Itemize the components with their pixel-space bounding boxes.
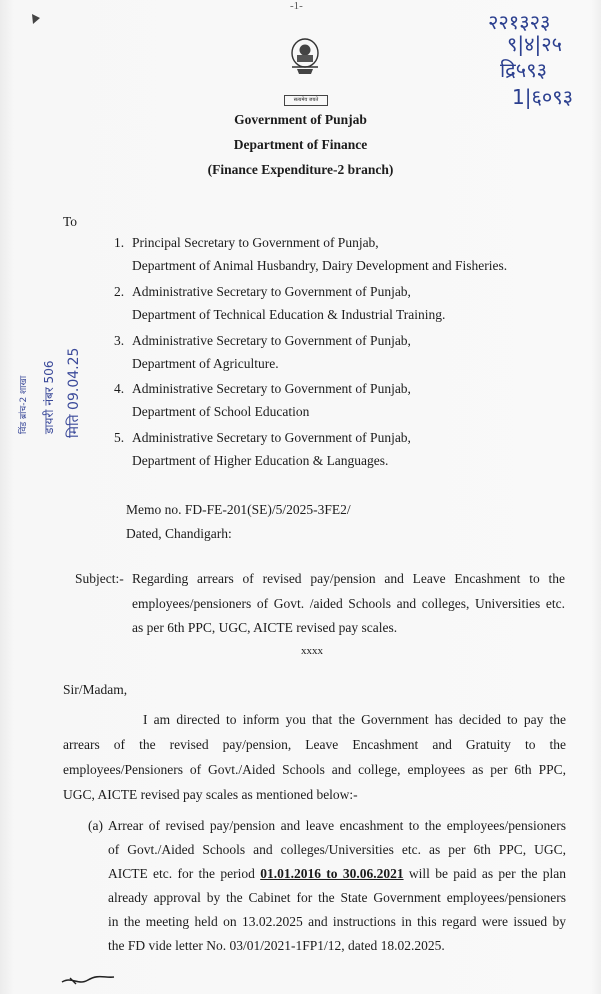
handwritten-note-4: 1|६०९३	[512, 85, 574, 109]
handwritten-note-1: २२१३२३	[488, 10, 551, 34]
recipient-title: Administrative Secretary to Government of Punjab,	[132, 430, 411, 445]
recipient-title: Administrative Secretary to Government of Punjab,	[132, 333, 411, 348]
recipient-department: Department of Animal Husbandry, Dairy Development and Fisheries.	[132, 258, 508, 273]
separator-mark: xxxx	[301, 645, 323, 657]
recipient-department: Department of School Education	[132, 404, 310, 419]
stamp-date: मिति 09.04.25	[66, 347, 82, 438]
state-emblem-icon	[282, 35, 328, 107]
item-a-line: of Govt./Aided Schools and colleges/Universities etc. as per 6th PPC, UGC,	[108, 842, 566, 857]
recipient-number: 3.	[114, 333, 125, 348]
recipient-department: Department of Agriculture.	[132, 356, 279, 371]
recipient-number: 4.	[114, 381, 125, 396]
recipient-title: Administrative Secretary to Government of Punjab,	[132, 284, 411, 299]
item-a-line: in the meeting held on 13.02.2025 and instructions in this regard were issued by	[108, 914, 566, 929]
initials-scribble-icon	[58, 972, 118, 988]
subject-line: as per 6th PPC, UGC, AICTE revised pay scales.	[132, 620, 398, 635]
subject-line: employees/pensioners of Govt. /aided Schools and colleges, Universities etc.	[132, 596, 565, 611]
corner-mark-icon	[30, 12, 42, 26]
recipient-title: Principal Secretary to Government of Punjab,	[132, 235, 379, 250]
stamp-branch: विंड ब्रांच-2 शाखा	[19, 375, 29, 434]
emblem-caption: सत्यमेव जयते	[284, 95, 328, 106]
diary-stamp	[8, 338, 92, 438]
recipient-department: Department of Technical Education & Industrial Training.	[132, 307, 446, 322]
recipient-number: 2.	[114, 284, 125, 299]
salutation: Sir/Madam,	[63, 682, 128, 697]
recipient-number: 1.	[114, 235, 125, 250]
header-branch: (Finance Expenditure-2 branch)	[207, 162, 394, 177]
recipient-department: Department of Higher Education & Languages.	[132, 453, 389, 468]
to-label: To	[63, 214, 78, 229]
handwritten-note-2: ९|४|२५	[507, 32, 563, 56]
handwritten-note-3: द्रि५९३	[500, 58, 547, 82]
subject-label: Subject:-	[75, 571, 124, 586]
page-number-mark: -1-	[290, 0, 303, 12]
header-department: Department of Finance	[233, 137, 368, 152]
recipient-number: 5.	[114, 430, 125, 445]
item-a-line-period	[108, 866, 566, 882]
body-paragraph-line: I am directed to inform you that the Government has decided to pay the	[143, 712, 566, 727]
item-a-label: (a)	[88, 818, 103, 833]
dated-line: Dated, Chandigarh:	[126, 526, 232, 541]
period-dates: 01.01.2016 to 30.06.2021	[260, 866, 404, 881]
item-a-line: the FD vide letter No. 03/01/2021-1FP1/12, dated 18.02.2025.	[108, 938, 445, 953]
item-a-line: already approval by the Cabinet for the State Government employees/pensioners	[108, 890, 566, 905]
recipient-title: Administrative Secretary to Government of Punjab,	[132, 381, 411, 396]
body-paragraph-line: arrears of the revised pay/pension, Leave Encashment and Gratuity to the	[63, 737, 566, 752]
item-a-line: Arrear of revised pay/pension and leave encashment to the employees/pensioners	[108, 818, 566, 833]
memo-number: Memo no. FD-FE-201(SE)/5/2025-3FE2/	[126, 502, 351, 517]
subject-line: Regarding arrears of revised pay/pension and Leave Encashment to the	[132, 571, 565, 586]
stamp-diary-number: डायरी नंबर 506	[42, 360, 56, 434]
period-suffix: will be paid as per the plan	[408, 866, 567, 881]
period-prefix: AICTE etc. for the period	[108, 866, 255, 881]
header-government: Government of Punjab	[234, 112, 367, 127]
body-paragraph-line: employees/Pensioners of Govt./Aided Schools and college, employees as per 6th PPC,	[63, 762, 566, 777]
body-paragraph-line: UGC, AICTE revised pay scales as mentioned below:-	[63, 787, 358, 802]
